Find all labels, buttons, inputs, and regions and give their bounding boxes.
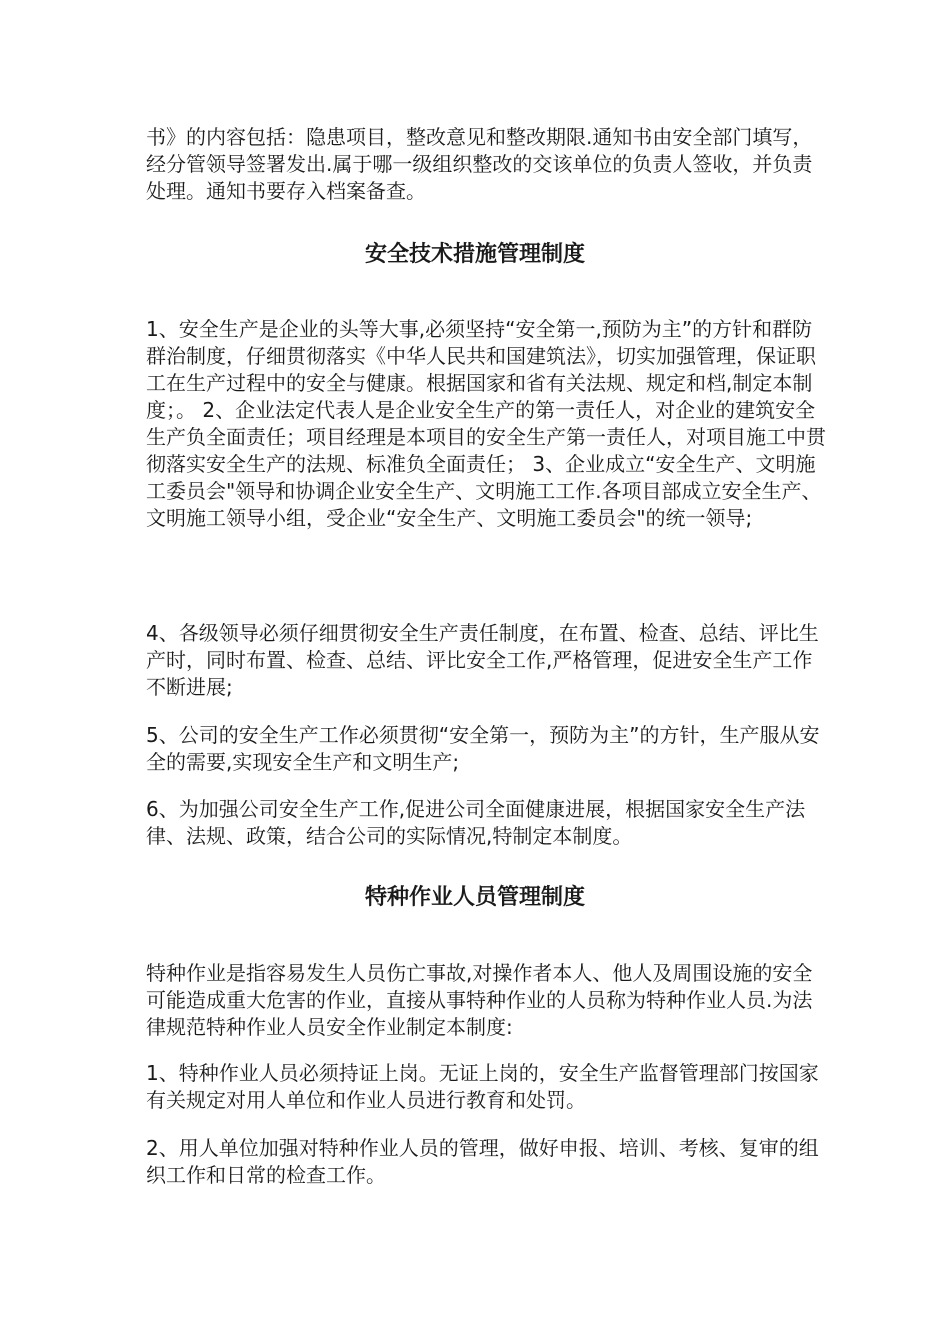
section1-paragraph-3: 5、公司的安全生产工作必须贯彻“安全第一，预防为主”的方针，生产服从安全的需要,实现安全生产和文明生产; (146, 723, 820, 774)
section-title-special-operations: 特种作业人员管理制度 (364, 885, 585, 910)
section1-paragraph-4: 6、为加强公司安全生产工作,促进公司全面健康进展，根据国家安全生产法律、法规、政策，结合公司的实际情况,特制定本制度。 (146, 797, 806, 848)
section2-paragraph-1: 特种作业是指容易发生人员伤亡事故,对操作者本人、他人及周围设施的安全可能造成重大危害的作业，直接从事特种作业的人员称为特种作业人员.为法律规范特种作业人员安全作业制定本制度: (146, 961, 813, 1039)
intro-paragraph: 书》的内容包括：隐患项目，整改意见和整改期限.通知书由安全部门填写，经分管领导签署发出.属于哪一级组织整改的交该单位的负责人签收，并负责处理。通知书要存入档案备查。 (146, 125, 813, 203)
section1-paragraph-1: 1、安全生产是企业的头等大事,必须坚持“安全第一,预防为主”的方针和群防群治制度，仔细贯彻落实《中华人民共和国建筑法》，切实加强管理，保证职工在生产过程中的安全与健康。根据国家和省有关法规、规定和档,制定本制度；。 2、企业法定代表人是企业安全生产的第一责任人，对企业的建筑安全生产负全面责任；项目经理是本项目的安全生产第一责任人，对项目施工中贯彻落实安全生产的法规、标准负全面责任； 3、企业成立“安全生产、文明施工委员会"领导和协调企业安全生产、文明施工工作.各项目部成立安全生产、文明施工领导小组，受企业“安全生产、文明施工委员会"的统一领导; (146, 317, 826, 530)
section2-paragraph-2: 1、特种作业人员必须持证上岗。无证上岗的，安全生产监督管理部门按国家有关规定对用人单位和作业人员进行教育和处罚。 (146, 1061, 819, 1112)
section1-paragraph-2: 4、各级领导必须仔细贯彻安全生产责任制度，在布置、检查、总结、评比生产时，同时布置、检查、总结、评比安全工作,严格管理，促进安全生产工作不断进展; (146, 621, 819, 699)
section-title-safety-measures: 安全技术措施管理制度 (364, 242, 585, 267)
section2-paragraph-3: 2、用人单位加强对特种作业人员的管理，做好申报、培训、考核、复审的组织工作和日常的检查工作。 (146, 1136, 819, 1187)
